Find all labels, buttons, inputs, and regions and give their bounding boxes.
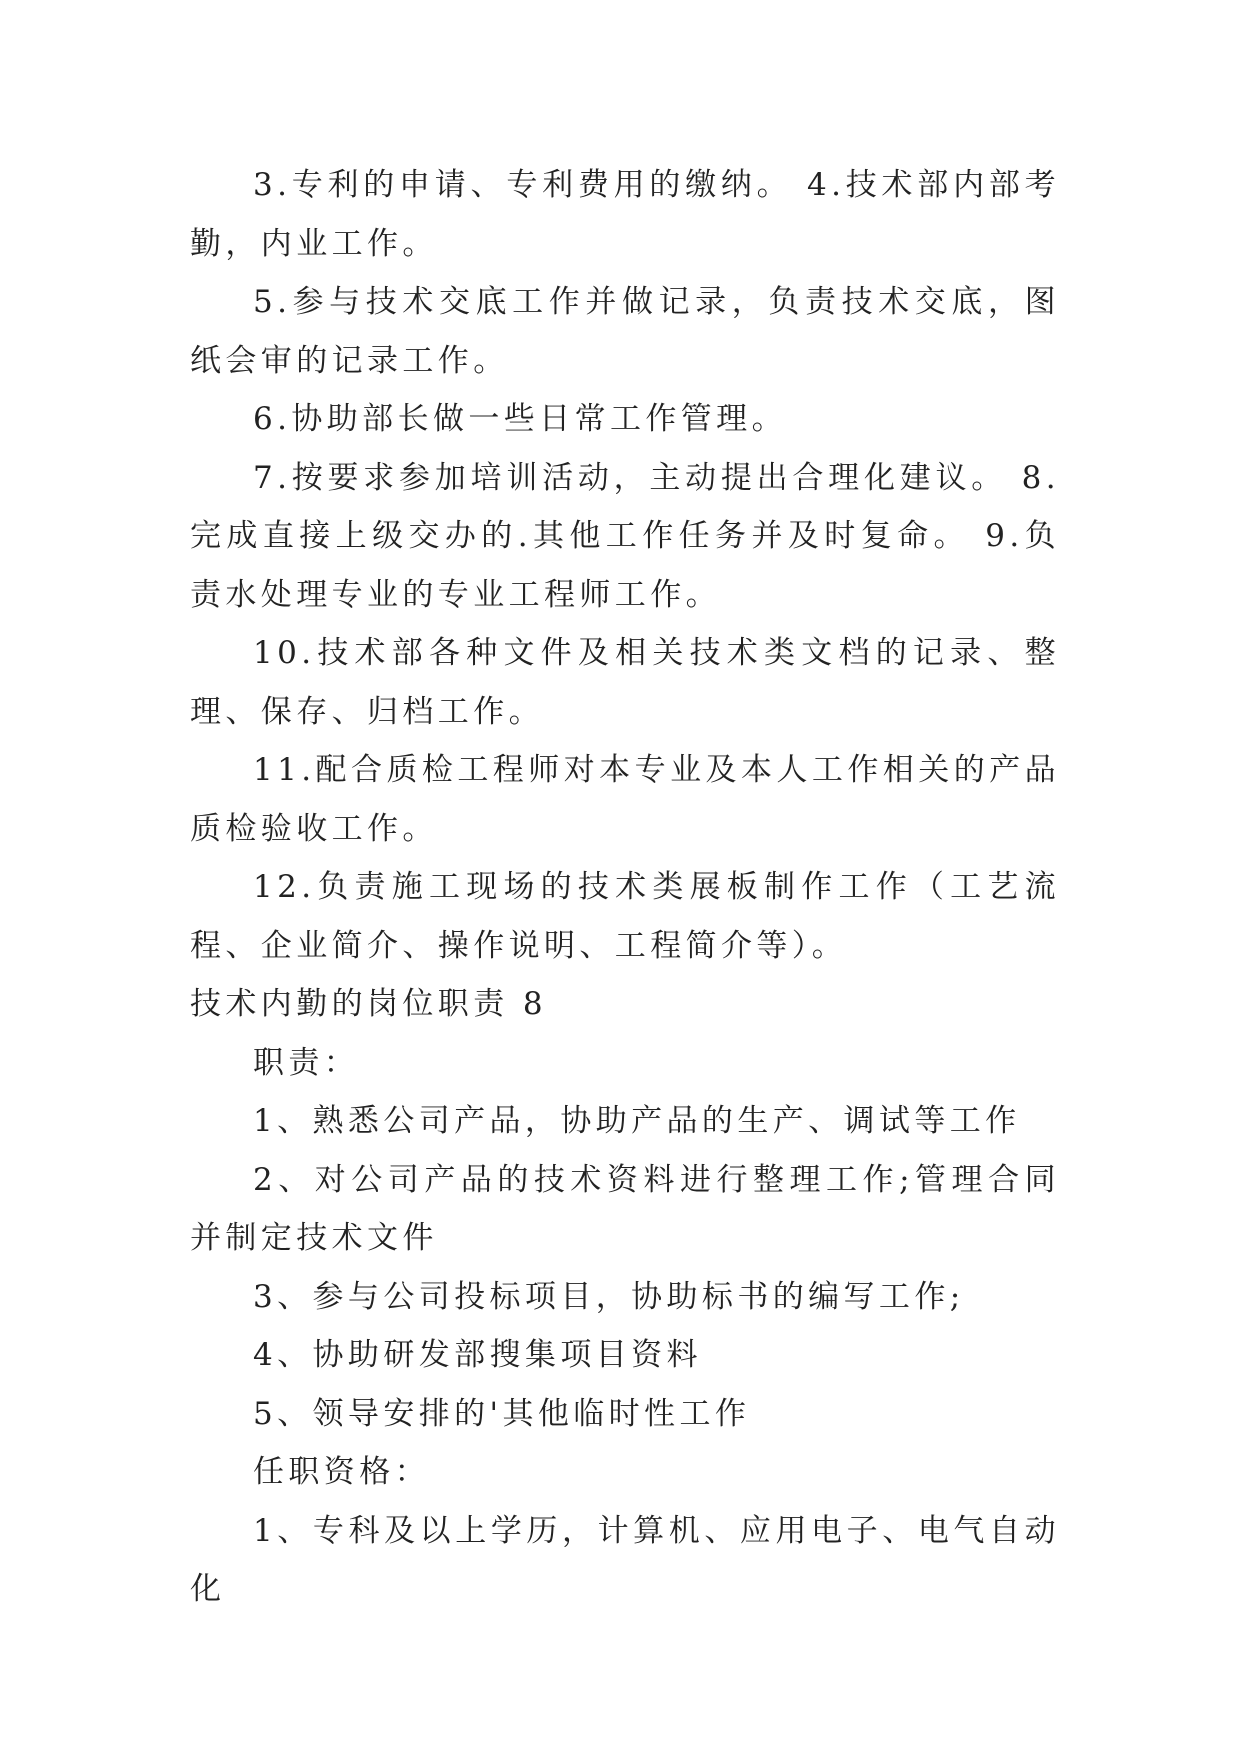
subheading-qualifications: 任职资格： (253, 1454, 430, 1490)
paragraph-training-tasks: 7.按要求参加培训活动，主动提出合理化建议。 8.完成直接上级交办的.其他工作任务并及时复命。 9.负责水处理专业的专业工程师工作。 (190, 459, 1060, 613)
subheading-duties: 职责： (253, 1044, 360, 1081)
duty-item-5: 5、领导安排的'其他临时性工作 (253, 1395, 751, 1432)
duty-item-2: 2、对公司产品的技术资料进行整理工作;管理合同并制定技术文件 (190, 1161, 1060, 1256)
paragraph-technical-briefing: 5.参与技术交底工作并做记录，负责技术交底，图纸会审的记录工作。 (190, 284, 1060, 379)
paragraph-patent-attendance: 3.专利的申请、专利费用的缴纳。 4.技术部内部考勤，内业工作。 (190, 167, 1060, 262)
duty-item-4: 4、协助研发部搜集项目资料 (253, 1337, 702, 1373)
duty-item-3: 3、参与公司投标项目，协助标书的编写工作; (253, 1278, 965, 1315)
paragraph-assist-minister: 6.协助部长做一些日常工作管理。 (253, 401, 787, 437)
qualification-item-1: 1、专科及以上学历，计算机、应用电子、电气自动化 (190, 1512, 1060, 1607)
paragraph-document-archiving: 10.技术部各种文件及相关技术类文档的记录、整理、保存、归档工作。 (190, 635, 1060, 730)
duty-item-1: 1、熟悉公司产品，协助产品的生产、调试等工作 (253, 1103, 1021, 1139)
section-heading: 技术内勤的岗位职责 8 (190, 986, 547, 1022)
paragraph-display-boards: 12.负责施工现场的技术类展板制作工作（工艺流程、企业简介、操作说明、工程简介等）。 (190, 869, 1060, 964)
document-body (190, 156, 1060, 1619)
paragraph-quality-inspection: 11.配合质检工程师对本专业及本人工作相关的产品质检验收工作。 (190, 752, 1060, 847)
